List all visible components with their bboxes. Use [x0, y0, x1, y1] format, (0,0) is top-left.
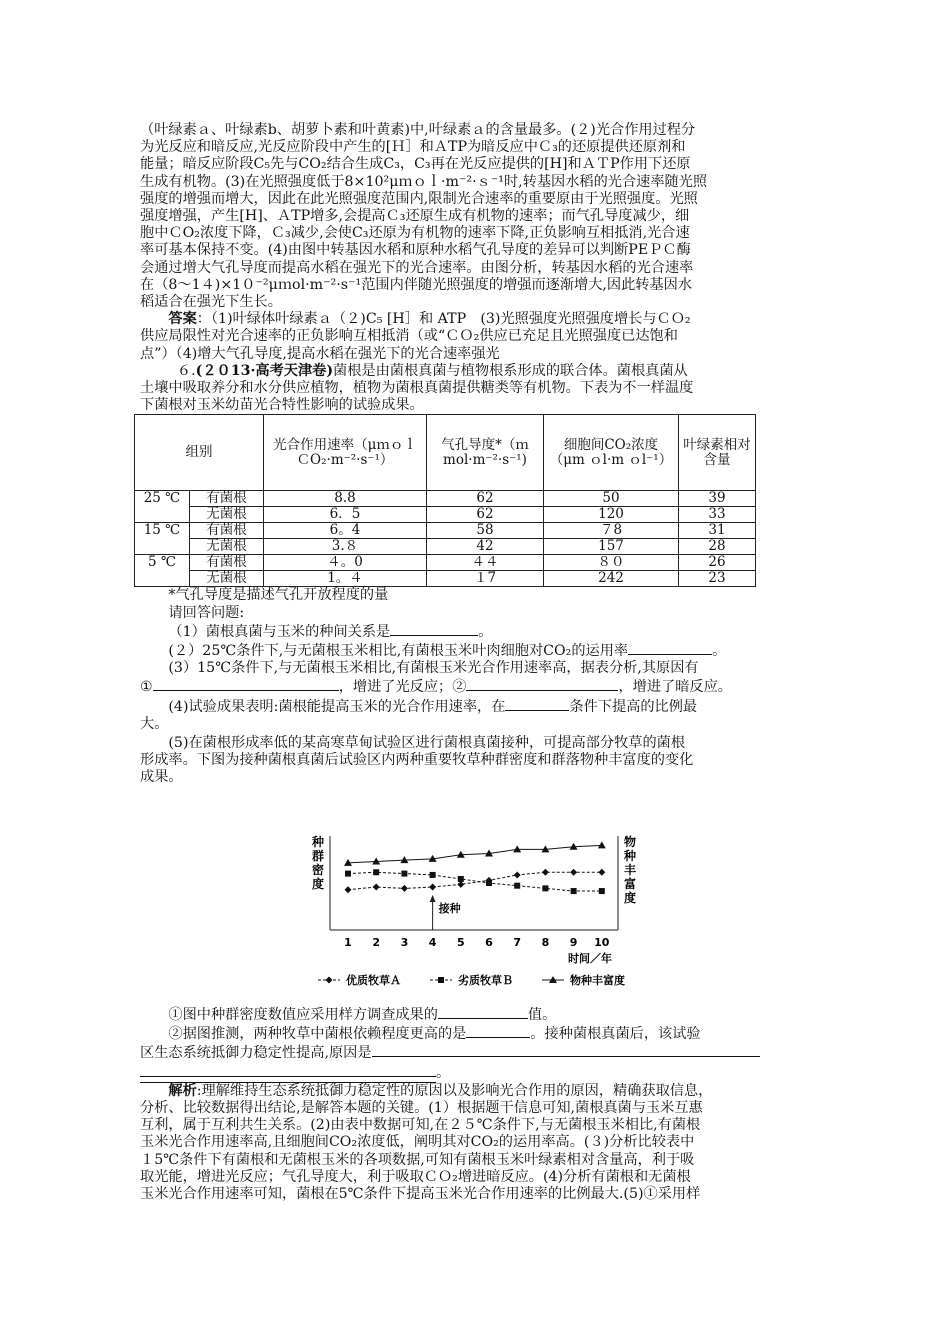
subq-text: ②据图推测，两种牧草中菌根依赖程度更高的是 — [168, 1026, 467, 1043]
conductance-cell: 58 — [427, 523, 544, 539]
answer-blank[interactable] — [438, 1005, 528, 1019]
intro-line: 在（8～1４)×1０⁻²μｍol·m⁻²·s⁻¹范围内伴随光照强度的增强而逐渐增大,因此转基因水 — [140, 276, 693, 293]
answer-blank[interactable] — [466, 1024, 530, 1038]
data-point — [458, 876, 464, 882]
rate-cell: 6．5 — [264, 507, 427, 523]
chart-legend — [318, 973, 625, 987]
analysis-block — [140, 1083, 810, 1203]
intro-line: 会通过增大气孔导度而提高水稻在强光下的光合速率。由图分析，转基因水稻的光合速率 — [140, 259, 694, 276]
y-axis-label-right: 富 — [623, 877, 637, 891]
subq-text: ①图中种群密度数值应采用样方调查成果的 — [168, 1007, 438, 1023]
group-cell: 无菌根 — [190, 507, 264, 523]
y-axis-label-right: 种 — [623, 849, 637, 863]
subq-text: 条件下提高的比例最 — [569, 698, 698, 715]
answer-block — [140, 311, 810, 363]
subq-text: 成果。 — [140, 769, 183, 786]
data-point — [486, 880, 492, 886]
x-tick-label: 6 — [485, 936, 493, 949]
answer-line: 点”）（4)增大气孔导度,提高水稻在强光下的光合速率强光 — [140, 345, 500, 362]
question-source: (２０13·高考天津卷) — [195, 362, 334, 379]
x-tick-label: 5 — [456, 936, 465, 949]
subq-text: ，增进了暗反应。 — [618, 679, 732, 696]
co2-cell: 120 — [544, 507, 679, 523]
answer-blank[interactable] — [505, 697, 569, 711]
chl-cell: 39 — [679, 491, 756, 507]
answer-blank[interactable] — [390, 622, 478, 636]
rate-cell: ４。0 — [264, 555, 427, 571]
series-line — [348, 872, 602, 891]
document-body — [140, 122, 810, 787]
subq-text: (3）15℃条件下,与无菌根玉米相比,有菌根玉米光合作用速率高，据表分析,其原因有 — [168, 660, 699, 677]
data-point — [599, 888, 605, 894]
temp-cell: 5 ℃ — [135, 555, 190, 587]
analysis-label: 解析 — [168, 1082, 197, 1099]
subq-text: 。接种菌根真菌后，该试验 — [530, 1026, 701, 1043]
annotation-label: 接种 — [438, 902, 461, 915]
chart-series — [344, 841, 606, 894]
answer-label: 答案 — [168, 311, 197, 328]
rate-cell: 6。4 — [264, 523, 427, 539]
table-row — [135, 539, 756, 555]
subq-text: （1）菌根真菌与玉米的种间关系是 — [168, 623, 391, 640]
table-row — [135, 555, 756, 571]
table-header: 叶绿素相对含量 — [679, 415, 756, 491]
data-point — [571, 888, 577, 894]
x-tick-label: 9 — [569, 936, 578, 949]
answer-line: ：（1)叶绿体叶绿素ａ（２)C₅ [H］和 ATP (3)光照强度光照强度增长与ＣＯ₂ — [196, 311, 691, 328]
group-cell: 无菌根 — [190, 539, 264, 555]
data-point — [373, 869, 379, 875]
co2-cell: ８０ — [544, 555, 679, 571]
y-axis-label-right: 丰 — [623, 863, 637, 877]
legend-marker — [438, 977, 444, 983]
data-point — [429, 884, 436, 891]
series-line — [348, 845, 602, 862]
data-point — [598, 841, 606, 848]
population-chart — [300, 828, 660, 998]
subq-text: ，增进了光反应；② — [338, 679, 467, 696]
intro-line: 生成有机物。(3)在光照强度低于8×10²μｍｏｌ·m⁻²·ｓ⁻¹时,转基因水稻的光合速率随光照 — [140, 173, 708, 190]
subq-text: 。 — [436, 1064, 451, 1081]
answer-blank[interactable] — [628, 641, 712, 655]
group-cell: 有菌根 — [190, 523, 264, 539]
conductance-cell: 42 — [427, 539, 544, 555]
table-row — [135, 571, 756, 587]
y-axis-label-left: 群 — [311, 849, 325, 863]
analysis-line: 玉米光合作用速率高,且细胞间CO₂浓度低，阐明其对CO₂的运用率高。(３)分析比较表中 — [140, 1134, 695, 1151]
table-note: *气孔导度是描述气孔开放程度的量 — [168, 587, 389, 604]
analysis-line: :理解维持生态系统抵御力稳定性的原因以及影响光合作用的原因，精确获取信息， — [196, 1082, 713, 1099]
rate-cell: 3.８ — [264, 539, 427, 555]
answer-blank[interactable] — [372, 1043, 760, 1057]
prompt: 请回答问题: — [168, 604, 245, 621]
table-row — [135, 523, 756, 539]
table-header: 光合作用速率（μｍｏｌＣO₂·m⁻²·s⁻¹） — [264, 415, 427, 491]
y-axis-label-left: 度 — [311, 877, 325, 891]
x-tick-label: 3 — [400, 936, 409, 949]
answer-blank[interactable] — [466, 677, 618, 691]
question-text: 土壤中吸取养分和水分供应植物，植物为菌根真菌提供糖类等有机物。下表为不一样温度 — [140, 380, 694, 397]
chart-axes — [311, 834, 636, 965]
follow-up-questions — [140, 1005, 810, 1203]
analysis-line: 分析、比较数据得出结论,是解答本题的关键。(1）根据题干信息可知,菌根真菌与玉米互惠 — [140, 1100, 703, 1117]
conductance-cell: 62 — [427, 507, 544, 523]
y-axis-label-left: 密 — [311, 863, 325, 877]
analysis-line: 取光能，增进光反应；气孔导度大，利于吸取ＣＯ₂增进暗反应。(4)分析有菌根和无菌根 — [140, 1168, 691, 1185]
data-point — [401, 885, 408, 892]
co2-cell: 242 — [544, 571, 679, 587]
x-tick-label: 8 — [541, 936, 550, 949]
data-point — [430, 872, 436, 878]
subq-text: 大。 — [140, 715, 169, 732]
answer-blank[interactable] — [140, 1063, 436, 1077]
x-axis-label: 时间／年 — [568, 952, 612, 965]
chl-cell: 23 — [679, 571, 756, 587]
co2-cell: 157 — [544, 539, 679, 555]
legend-marker — [326, 977, 333, 984]
y-axis-label-right: 物 — [623, 835, 637, 849]
data-point — [514, 883, 520, 889]
intro-line: 强度的增强而增大，因此在此光照强度范围内,限制光合速率的重要原由于光照强度。光照 — [140, 190, 698, 207]
sub-questions: *气孔导度是描述气孔开放程度的量 请回答问题: （1）菌根真菌与玉米的种间关系是 。 (２）25℃条件下,与无菌根玉米相比,有菌根玉米叶肉细胞对CO₂的运用率 。 (3）15℃条件下,与无菌根玉米相比,有菌根玉米光合作用速率高，据表分析,其原因有 ① ，增进了光反应；② ，增进了暗反应。 (4)试验成果表明:菌根能提高玉米的光合作用速率，在 条件下提高的比例最 大。 (5)在菌根形成率低的某高寒草甸试验区进行菌根真菌接种，可提高部分牧草的菌根 形成率。下图为接种菌根真菌后试验区内两种重要牧草种群密度和群落物种丰富度的变化 成果。 — [140, 587, 810, 786]
data-point — [514, 871, 521, 878]
conductance-cell: ４４ — [427, 555, 544, 571]
temp-cell: 25 ℃ — [135, 491, 190, 523]
data-point — [598, 869, 605, 876]
subq-text: (２）25℃条件下,与无菌根玉米相比,有菌根玉米叶肉细胞对CO₂的运用率 — [168, 643, 629, 660]
data-point — [570, 869, 577, 876]
question-6 — [140, 363, 810, 415]
x-tick-label: 1 — [344, 936, 352, 949]
chl-cell: 33 — [679, 507, 756, 523]
subq-text: ① — [140, 679, 153, 696]
legend-label: 物种丰富度 — [570, 974, 625, 987]
intro-line: 为光反应和暗反应,光反应阶段中产生的[Ｈ］和ＡTP为暗反应中Ｃ₃的还原提供还原剂和 — [140, 139, 686, 156]
conductance-cell: １7 — [427, 571, 544, 587]
data-point — [542, 885, 548, 891]
legend-label: 劣质牧草Ｂ — [458, 974, 513, 987]
analysis-line: １5℃条件下有菌根和无菌根玉米的各项数据,可知有菌根玉米叶绿素相对含量高，利于吸 — [140, 1151, 695, 1168]
question-text: 下菌根对玉米幼苗光合特性影响的试验成果。 — [140, 397, 424, 414]
subq-text: 值。 — [527, 1007, 557, 1023]
co2-cell: ７8 — [544, 523, 679, 539]
x-tick-label: 2 — [372, 936, 381, 949]
co2-cell: 50 — [544, 491, 679, 507]
data-point — [345, 886, 352, 893]
mycorrhiza-table — [134, 414, 756, 587]
table-row — [135, 491, 756, 507]
data-point — [345, 871, 351, 877]
rate-cell: 8.8 — [264, 491, 427, 507]
x-tick-label: 7 — [513, 936, 522, 949]
subq-text: 区生态系统抵御力稳定性提高,原因是 — [140, 1045, 372, 1062]
subq-text: (4)试验成果表明:菌根能提高玉米的光合作用速率，在 — [168, 698, 506, 715]
analysis-line: 互利，属于互利共生关系。(2)由表中数据可知,在２５℃条件下,与无菌根玉米相比,有菌根 — [140, 1117, 701, 1134]
group-cell: 有菌根 — [190, 555, 264, 571]
y-axis-label-right: 度 — [623, 891, 637, 905]
chl-cell: 31 — [679, 523, 756, 539]
chl-cell: 26 — [679, 555, 756, 571]
chl-cell: 28 — [679, 539, 756, 555]
annotation-arrowhead — [430, 895, 436, 902]
x-tick-label: 4 — [428, 936, 437, 949]
y-axis-label-left: 种 — [311, 835, 325, 849]
intro-line: 率可基本保持不变。(4)由图中转基因水稻和原种水稻气孔导度的差异可以判断PEＰＣ酶 — [140, 242, 691, 259]
answer-blank[interactable] — [153, 677, 339, 691]
intro-paragraph — [140, 122, 810, 311]
subq-text: 形成率。下图为接种菌根真菌后试验区内两种重要牧草种群密度和群落物种丰富度的变化 — [140, 752, 694, 769]
temp-cell: 15 ℃ — [135, 523, 190, 555]
question-text: 菌根是由菌根真菌与植物根系形成的联合体。菌根真菌从 — [333, 362, 688, 379]
data-point — [401, 871, 407, 877]
analysis-line: 玉米光合作用速率可知，菌根在5℃条件下提高玉米光合作用速率的比例最大.(5)①采用样 — [140, 1186, 701, 1203]
data-point — [373, 884, 380, 891]
legend-label: 优质牧草Ａ — [346, 974, 401, 987]
table-row — [135, 507, 756, 523]
intro-line: 稻适合在强光下生长。 — [140, 294, 282, 311]
table-header: 细胞间CO₂浓度（μm ｏl·m ｏl⁻¹） — [544, 415, 679, 491]
answer-line: 供应局限性对光合速率的正负影响互相抵消（或“ＣＯ₂供应已充足且光照强度已达饱和 — [140, 328, 678, 345]
group-cell: 有菌根 — [190, 491, 264, 507]
table-header: 组别 — [135, 415, 264, 491]
question-number: ６. — [176, 362, 196, 379]
subq-text: (5)在菌根形成率低的某高寒草甸试验区进行菌根真菌接种，可提高部分牧草的菌根 — [168, 735, 686, 752]
intro-line: （叶绿素ａ、叶绿素b、胡萝卜素和叶黄素)中,叶绿素ａ的含量最多。(２)光合作用过程分 — [140, 122, 696, 138]
x-tick-label: 10 — [594, 936, 610, 949]
intro-line: 胞中ＣO₂浓度下降，Ｃ₃减少,会使C₃还原为有机物的速率下降,正负影响互相抵消,光合速 — [140, 225, 690, 242]
intro-line: 强度增强，产生[H]、ＡTP增多,会提高Ｃ₃还原生成有机物的速率；而气孔导度减少，细 — [140, 208, 690, 225]
intro-line: 能量；暗反应阶段C₅先与CO₂结合生成C₃，C₃再在光反应提供的[H]和ＡＴP作用下还原 — [140, 156, 691, 173]
data-point — [542, 869, 549, 876]
rate-cell: 1。４ — [264, 571, 427, 587]
table-header: 气孔导度*（ｍ mol·m⁻²·s⁻¹) — [427, 415, 544, 491]
group-cell: 无菌根 — [190, 571, 264, 587]
conductance-cell: 62 — [427, 491, 544, 507]
